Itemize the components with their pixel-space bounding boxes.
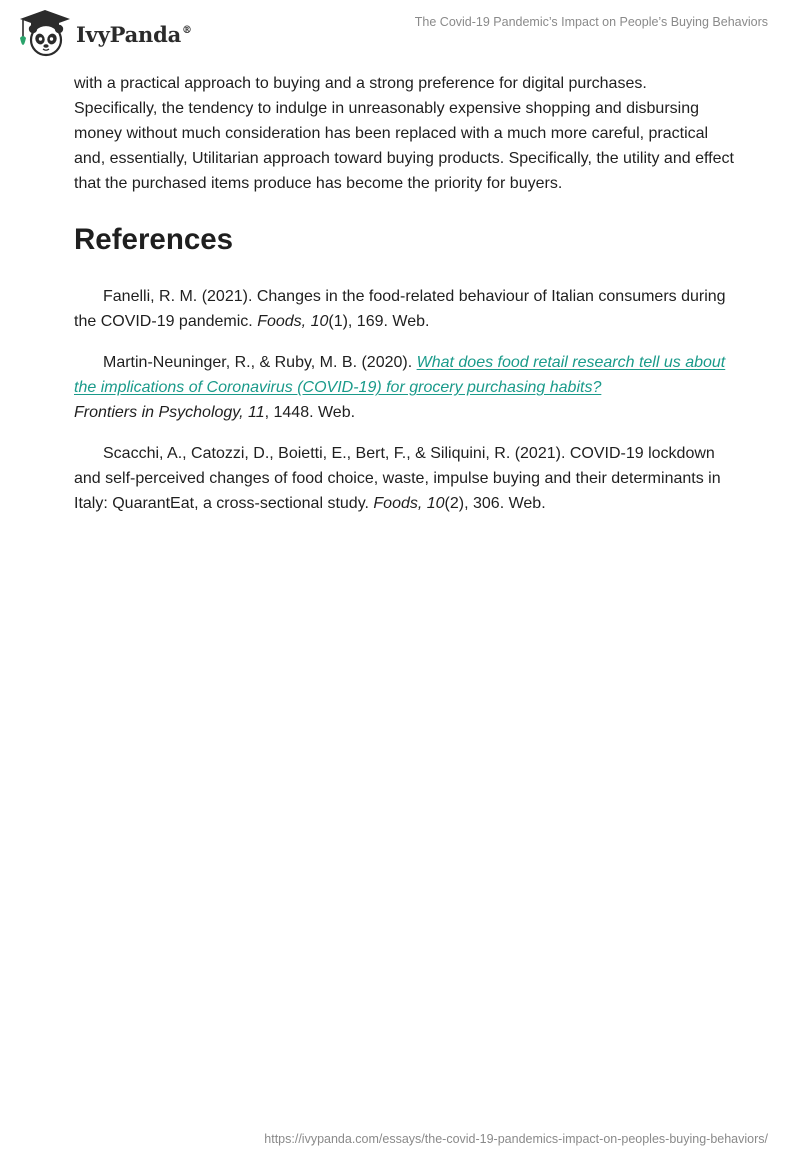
reference-item xyxy=(74,441,734,516)
document-title: The Covid-19 Pandemic’s Impact on People’s Buying Behaviors xyxy=(414,15,768,29)
reference-title-link[interactable]: What does food retail research tell us about the implications of Coronavirus (COVID-19) for grocery purchasing habits? xyxy=(74,354,726,396)
reference-authors: Scacchi, A., Catozzi, D., Boietti, E., Bert, F., & Siliquini, R. (2021). xyxy=(103,445,570,462)
panda-graduate-icon xyxy=(16,8,74,58)
reference-issue: (2), 306. Web. xyxy=(444,495,546,512)
reference-item xyxy=(74,350,734,425)
brand-name: IvyPanda® xyxy=(76,21,192,47)
reference-list xyxy=(74,284,734,516)
registered-mark: ® xyxy=(182,24,192,36)
reference-journal: Foods, 10 xyxy=(257,313,329,330)
reference-journal: Foods, 10 xyxy=(373,495,445,512)
body-paragraph: with a practical approach to buying and a strong preference for digital purchases. Specifically, the tendency to indulge in unreasonably expensive shopping and disbursing money without much consideration has been replaced with a much more careful, practical and, essentially, Utilitarian approach toward buying products. Specifically, the utility and effect that the purchased items produce has become the priority for buyers. xyxy=(74,75,734,192)
reference-title: Changes in the food-related behaviour of Italian consumers during the COVID-19 pandemic. xyxy=(74,288,726,330)
reference-title: COVID-19 lockdown and self-perceived changes of food choice, waste, impulse buying and their determinants in Italy: QuarantEat, a cross-sectional study. xyxy=(74,445,721,512)
reference-authors: Martin-Neuninger, R., & Ruby, M. B. (2020). xyxy=(103,354,417,371)
reference-issue: (1), 169. Web. xyxy=(328,313,430,330)
reference-item xyxy=(74,284,734,334)
essay-content xyxy=(74,71,734,532)
reference-journal: Frontiers in Psychology, 11 xyxy=(74,404,265,421)
footer-source-url[interactable]: https://ivypanda.com/essays/the-covid-19-pandemics-impact-on-peoples-buying-behaviors/ xyxy=(264,1132,768,1146)
reference-authors: Fanelli, R. M. (2021). xyxy=(103,288,257,305)
reference-issue: , 1448. Web. xyxy=(264,404,356,421)
page-header xyxy=(0,0,800,64)
ivypanda-logo[interactable] xyxy=(16,8,192,58)
references-heading: References xyxy=(74,223,234,256)
